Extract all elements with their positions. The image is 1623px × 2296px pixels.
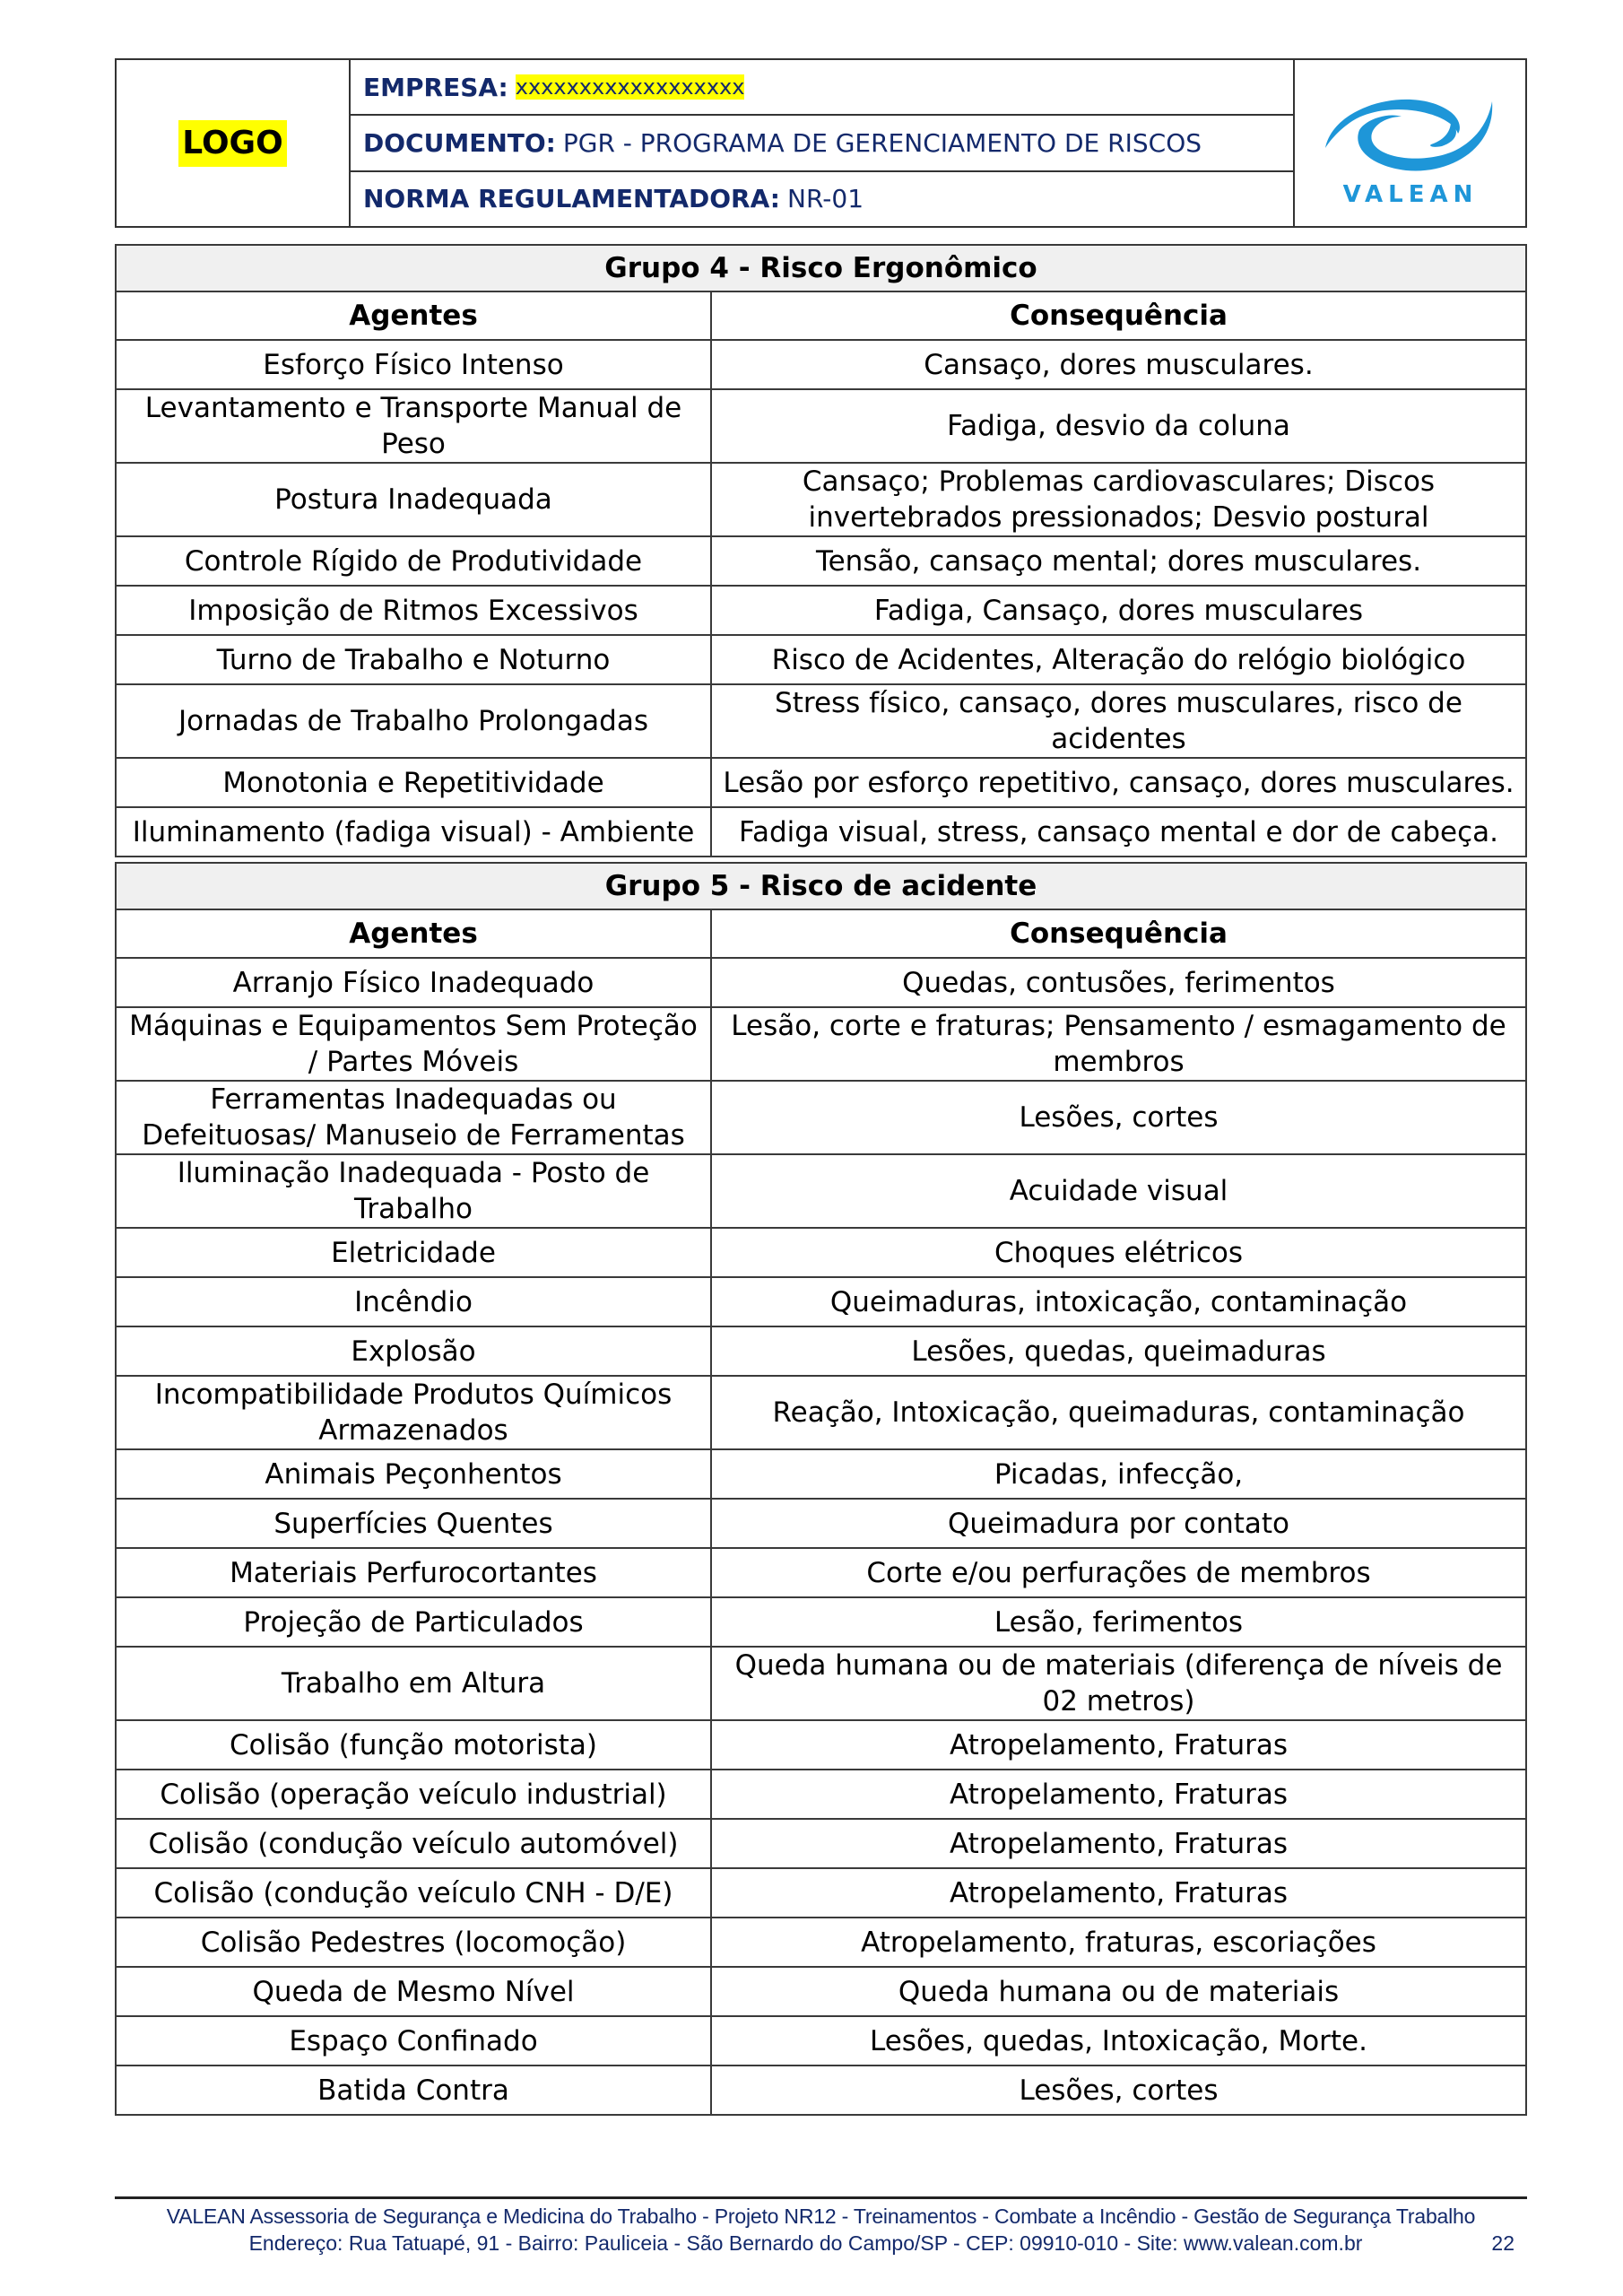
- table-row: [116, 463, 1526, 536]
- agente-cell: Projeção de Particulados: [116, 1597, 711, 1647]
- agente-cell: Superfícies Quentes: [116, 1499, 711, 1548]
- table-row: [116, 1720, 1526, 1770]
- empresa-value: xxxxxxxxxxxxxxxxxx: [515, 74, 745, 100]
- table-row: [116, 1770, 1526, 1819]
- documento-row: [351, 116, 1293, 171]
- col-header-agentes: Agentes: [116, 291, 711, 340]
- agente-cell: Batida Contra: [116, 2066, 711, 2115]
- table-row: [116, 635, 1526, 684]
- valean-logo-icon: [1316, 76, 1505, 211]
- agente-cell: Queda de Mesmo Nível: [116, 1967, 711, 2016]
- footer-company-line: VALEAN Assessoria de Segurança e Medicina do Trabalho - Projeto NR12 - Treinamentos - Combate a Incêndio - Gestão de Segurança Trabalho: [166, 2205, 1476, 2228]
- empresa-row: [351, 60, 1293, 116]
- consequencia-cell: Lesões, cortes: [711, 2066, 1526, 2115]
- agente-cell: Materiais Perfurocortantes: [116, 1548, 711, 1597]
- table-row: [116, 1868, 1526, 1918]
- table-row: [116, 2016, 1526, 2066]
- agente-cell: Iluminamento (fadiga visual) - Ambiente: [116, 807, 711, 857]
- table-row: [116, 1081, 1526, 1154]
- consequencia-cell: Atropelamento, Fraturas: [711, 1720, 1526, 1770]
- consequencia-cell: Cansaço; Problemas cardiovasculares; Discos invertebrados pressionados; Desvio postural: [711, 463, 1526, 536]
- consequencia-cell: Acuidade visual: [711, 1154, 1526, 1228]
- consequencia-cell: Queda humana ou de materiais (diferença de níveis de 02 metros): [711, 1647, 1526, 1720]
- consequencia-cell: Corte e/ou perfurações de membros: [711, 1548, 1526, 1597]
- agente-cell: Colisão (condução veículo CNH - D/E): [116, 1868, 711, 1918]
- consequencia-cell: Fadiga visual, stress, cansaço mental e dor de cabeça.: [711, 807, 1526, 857]
- agente-cell: Incompatibilidade Produtos Químicos Armazenados: [116, 1376, 711, 1449]
- table-row: [116, 389, 1526, 463]
- table-row: [116, 758, 1526, 807]
- agente-cell: Controle Rígido de Produtividade: [116, 536, 711, 586]
- table-row: [116, 1597, 1526, 1647]
- agente-cell: Máquinas e Equipamentos Sem Proteção / Partes Móveis: [116, 1007, 711, 1081]
- consequencia-cell: Risco de Acidentes, Alteração do relógio biológico: [711, 635, 1526, 684]
- consequencia-cell: Queda humana ou de materiais: [711, 1967, 1526, 2016]
- consequencia-cell: Atropelamento, Fraturas: [711, 1868, 1526, 1918]
- agente-cell: Esforço Físico Intenso: [116, 340, 711, 389]
- consequencia-cell: Queimaduras, intoxicação, contaminação: [711, 1277, 1526, 1326]
- norma-label: NORMA REGULAMENTADORA:: [363, 184, 781, 214]
- agente-cell: Colisão Pedestres (locomoção): [116, 1918, 711, 1967]
- consequencia-cell: Atropelamento, Fraturas: [711, 1770, 1526, 1819]
- consequencia-cell: Picadas, infecção,: [711, 1449, 1526, 1499]
- document-header: [115, 58, 1527, 228]
- table-row: [116, 1154, 1526, 1228]
- consequencia-cell: Lesões, quedas, queimaduras: [711, 1326, 1526, 1376]
- consequencia-cell: Quedas, contusões, ferimentos: [711, 958, 1526, 1007]
- consequencia-cell: Reação, Intoxicação, queimaduras, contaminação: [711, 1376, 1526, 1449]
- agente-cell: Jornadas de Trabalho Prolongadas: [116, 684, 711, 758]
- group4-table: [115, 244, 1527, 857]
- norma-row: [351, 172, 1293, 226]
- header-info: [351, 60, 1295, 226]
- table-row: [116, 1228, 1526, 1277]
- svg-text:VALEAN: VALEAN: [1342, 180, 1478, 208]
- table-row: [116, 1326, 1526, 1376]
- col-header-agentes: Agentes: [116, 909, 711, 958]
- group5-title: Grupo 5 - Risco de acidente: [116, 863, 1526, 909]
- table-row: [116, 807, 1526, 857]
- agente-cell: Colisão (função motorista): [116, 1720, 711, 1770]
- norma-value: NR-01: [787, 184, 864, 214]
- consequencia-cell: Lesões, cortes: [711, 1081, 1526, 1154]
- consequencia-cell: Lesão por esforço repetitivo, cansaço, dores musculares.: [711, 758, 1526, 807]
- logo-cell: [117, 60, 351, 226]
- agente-cell: Trabalho em Altura: [116, 1647, 711, 1720]
- table-row: [116, 1449, 1526, 1499]
- consequencia-cell: Atropelamento, fraturas, escoriações: [711, 1918, 1526, 1967]
- agente-cell: Animais Peçonhentos: [116, 1449, 711, 1499]
- consequencia-cell: Lesões, quedas, Intoxicação, Morte.: [711, 2016, 1526, 2066]
- consequencia-cell: Stress físico, cansaço, dores musculares, risco de acidentes: [711, 684, 1526, 758]
- logo-placeholder: LOGO: [178, 120, 286, 167]
- table-row: [116, 1376, 1526, 1449]
- consequencia-cell: Lesão, corte e fraturas; Pensamento / esmagamento de membros: [711, 1007, 1526, 1081]
- footer-address-line: Endereço: Rua Tatuapé, 91 - Bairro: Pauliceia - São Bernardo do Campo/SP - CEP: 09910-010 - Site: www.valean.com.br: [248, 2231, 1363, 2255]
- table-row: [116, 1967, 1526, 2016]
- agente-cell: Iluminação Inadequada - Posto de Trabalho: [116, 1154, 711, 1228]
- documento-label: DOCUMENTO:: [363, 127, 556, 158]
- agente-cell: Levantamento e Transporte Manual de Peso: [116, 389, 711, 463]
- documento-value: PGR - PROGRAMA DE GERENCIAMENTO DE RISCOS: [562, 127, 1202, 158]
- consequencia-cell: Lesão, ferimentos: [711, 1597, 1526, 1647]
- agente-cell: Arranjo Físico Inadequado: [116, 958, 711, 1007]
- table-row: [116, 536, 1526, 586]
- table-row: [116, 1647, 1526, 1720]
- page-number: 22: [1491, 2231, 1515, 2255]
- consequencia-cell: Fadiga, desvio da coluna: [711, 389, 1526, 463]
- agente-cell: Colisão (condução veículo automóvel): [116, 1819, 711, 1868]
- table-row: [116, 1819, 1526, 1868]
- consequencia-cell: Atropelamento, Fraturas: [711, 1819, 1526, 1868]
- col-header-consequencia: Consequência: [711, 291, 1526, 340]
- agente-cell: Turno de Trabalho e Noturno: [116, 635, 711, 684]
- consequencia-cell: Cansaço, dores musculares.: [711, 340, 1526, 389]
- table-row: [116, 1277, 1526, 1326]
- agente-cell: Espaço Confinado: [116, 2016, 711, 2066]
- empresa-label: EMPRESA:: [363, 72, 508, 102]
- page-footer: [115, 2196, 1527, 2257]
- table-row: [116, 2066, 1526, 2115]
- agente-cell: Imposição de Ritmos Excessivos: [116, 586, 711, 635]
- consequencia-cell: Choques elétricos: [711, 1228, 1526, 1277]
- group5-table: [115, 862, 1527, 2116]
- footer-address-row: [115, 2230, 1527, 2257]
- table-row: [116, 1499, 1526, 1548]
- brand-logo-cell: [1295, 60, 1525, 226]
- agente-cell: Monotonia e Repetitividade: [116, 758, 711, 807]
- table-row: [116, 586, 1526, 635]
- agente-cell: Colisão (operação veículo industrial): [116, 1770, 711, 1819]
- agente-cell: Ferramentas Inadequadas ou Defeituosas/ Manuseio de Ferramentas: [116, 1081, 711, 1154]
- table-row: [116, 1007, 1526, 1081]
- agente-cell: Postura Inadequada: [116, 463, 711, 536]
- table-row: [116, 684, 1526, 758]
- consequencia-cell: Queimadura por contato: [711, 1499, 1526, 1548]
- table-row: [116, 1918, 1526, 1967]
- col-header-consequencia: Consequência: [711, 909, 1526, 958]
- agente-cell: Incêndio: [116, 1277, 711, 1326]
- agente-cell: Eletricidade: [116, 1228, 711, 1277]
- consequencia-cell: Tensão, cansaço mental; dores musculares.: [711, 536, 1526, 586]
- consequencia-cell: Fadiga, Cansaço, dores musculares: [711, 586, 1526, 635]
- table-row: [116, 340, 1526, 389]
- agente-cell: Explosão: [116, 1326, 711, 1376]
- table-row: [116, 958, 1526, 1007]
- group4-title: Grupo 4 - Risco Ergonômico: [116, 245, 1526, 291]
- table-row: [116, 1548, 1526, 1597]
